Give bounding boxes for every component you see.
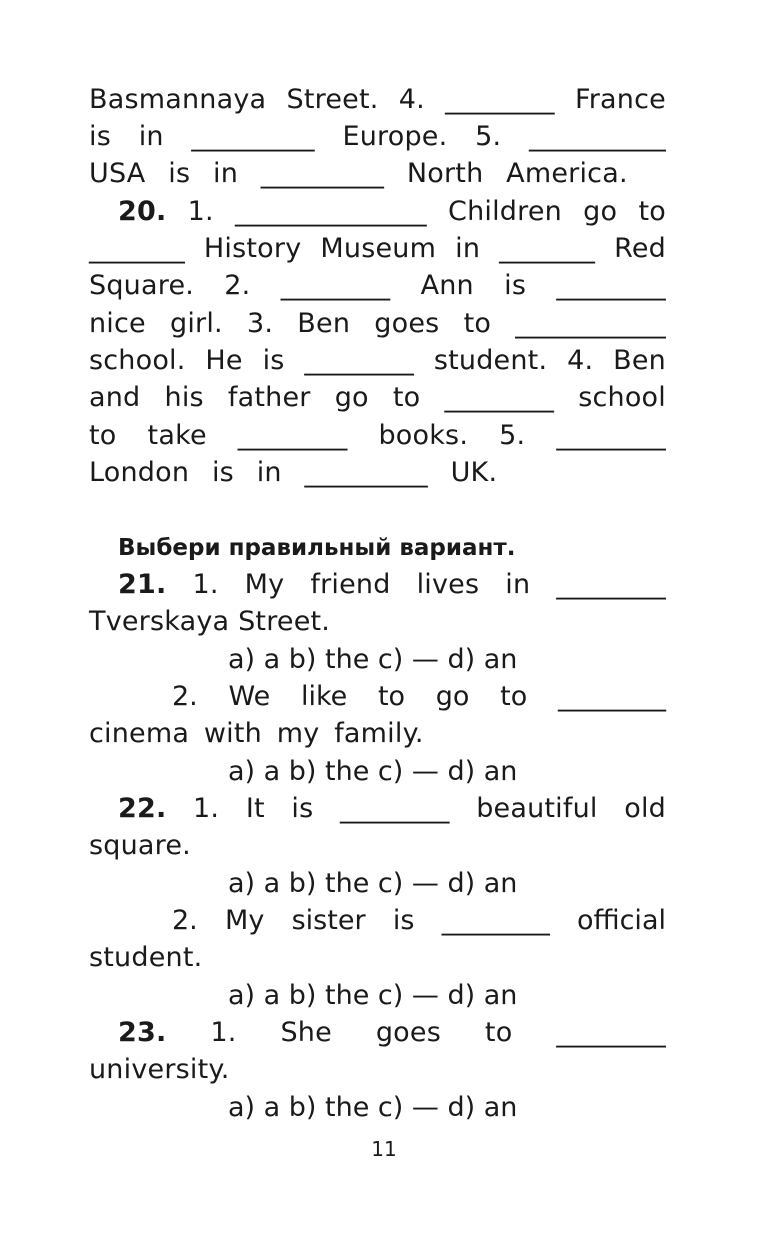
text-line: university.: [89, 1054, 230, 1085]
answer-options: a) a b) the c) — d) an: [228, 1092, 518, 1123]
text-line: Tverskaya Street.: [89, 606, 331, 637]
answer-options: a) a b) the c) — d) an: [228, 868, 518, 899]
text-line: cinema with my family.: [89, 718, 424, 749]
text-line: student.: [89, 942, 203, 973]
exercise-item-line: 2. We like to go to ________: [172, 681, 666, 712]
answer-options: a) a b) the c) — d) an: [228, 644, 518, 675]
answer-options: a) a b) the c) — d) an: [228, 980, 518, 1011]
exercise-number: 21.: [118, 569, 167, 600]
text-line: is in _________ Europe. 5. __________: [89, 121, 666, 152]
text-line: and his father go to ________ school: [89, 382, 666, 413]
exercise-number: 22.: [118, 793, 167, 824]
exercise-23-line: 23. 1. She goes to ________: [118, 1014, 666, 1051]
text-line: square.: [89, 830, 191, 861]
text-line: USA is in _________ North America.: [89, 158, 628, 189]
exercise-21-line: 21. 1. My friend lives in ________: [118, 566, 666, 603]
text-line: Basmannaya Street. 4. ________ France: [89, 84, 666, 115]
page-number: 11: [371, 1137, 397, 1161]
text-line: school. He is ________ student. 4. Ben: [89, 345, 666, 376]
exercise-item-line: 2. My sister is ________ official: [172, 905, 666, 936]
exercise-number: 20.: [118, 196, 167, 227]
text-line: Square. 2. ________ Ann is ________: [89, 270, 666, 301]
text-line: _______ History Museum in _______ Red: [89, 233, 666, 264]
answer-options: a) a b) the c) — d) an: [228, 756, 518, 787]
exercise-number: 23.: [118, 1017, 167, 1048]
text-line: London is in _________ UK.: [89, 457, 498, 488]
section-heading: Выбери правильный вариант.: [118, 535, 516, 561]
exercise-20-line: 20. 1. ______________ Children go to: [118, 193, 666, 230]
exercise-22-line: 22. 1. It is ________ beautiful old: [118, 790, 666, 827]
text-line: nice girl. 3. Ben goes to ___________: [89, 308, 666, 339]
text-line: to take ________ books. 5. ________: [89, 420, 666, 451]
